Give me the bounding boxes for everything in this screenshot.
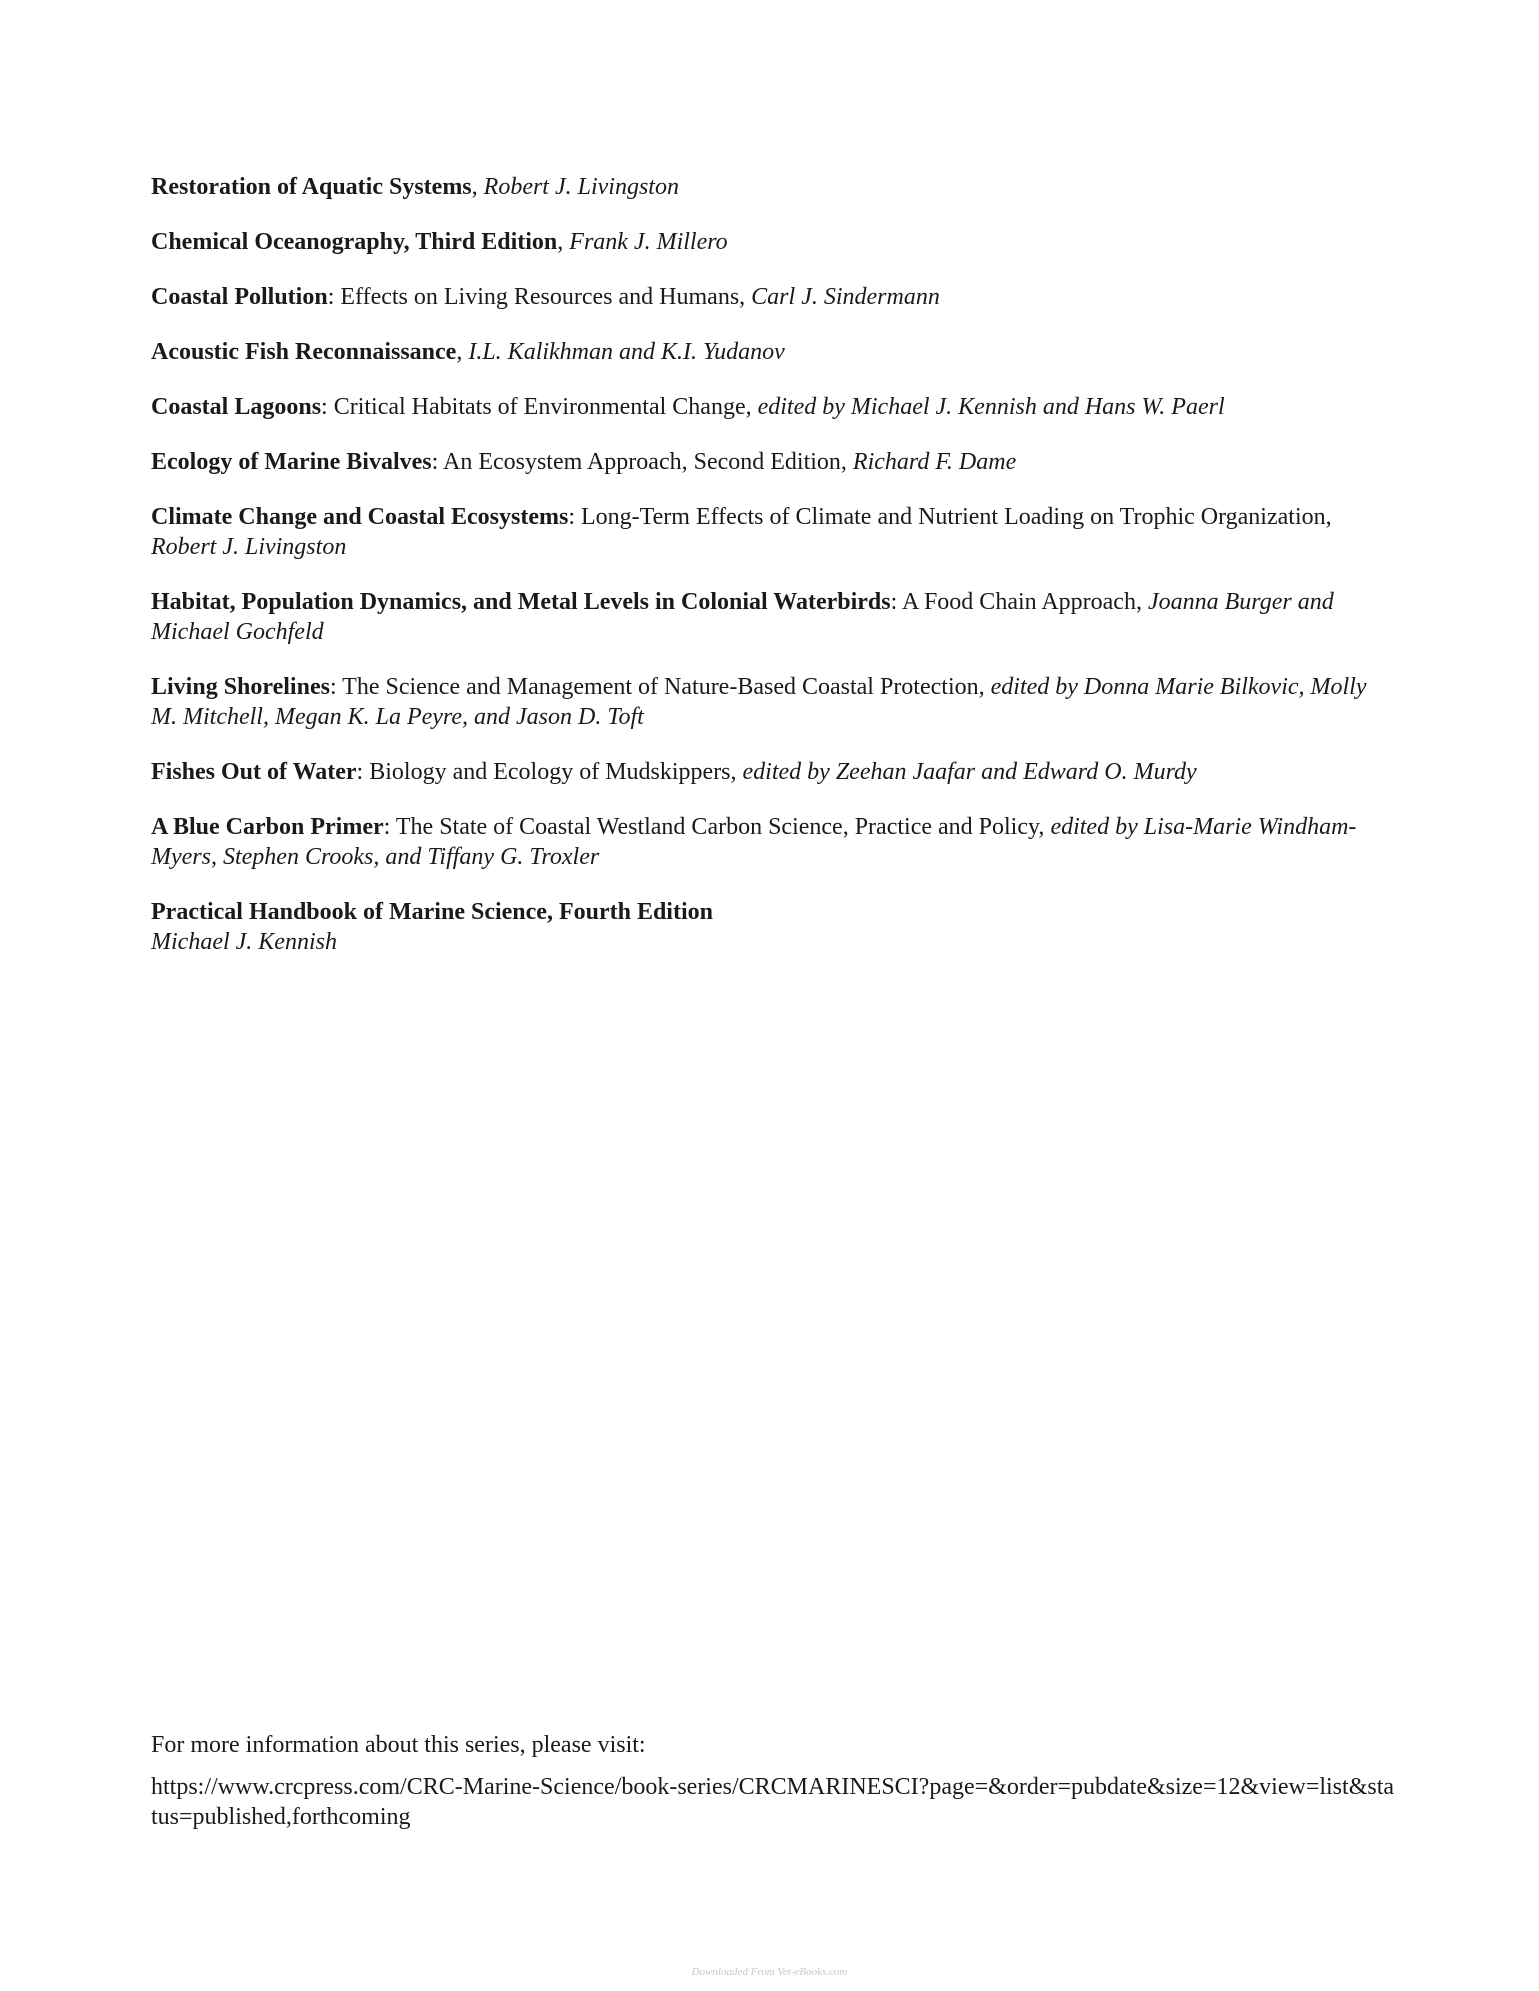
watermark: Downloaded From Vet-eBooks.com <box>691 1966 848 1978</box>
book-entry <box>151 502 1396 562</box>
book-title: Coastal Lagoons <box>151 394 322 420</box>
book-subtitle: The Science and Management of Nature-Based Coastal Protection, <box>342 674 991 700</box>
more-info-text: For more information about this series, please visit: <box>151 1732 646 1758</box>
book-subtitle: Effects on Living Resources and Humans, <box>340 284 752 310</box>
book-author: edited by Michael J. Kennish and Hans W. Paerl <box>757 394 1225 420</box>
book-author: Frank J. Millero <box>569 229 728 255</box>
book-author: Richard F. Dame <box>852 449 1017 475</box>
book-author: edited by Donna Marie Bilkovic, Molly M. Mitchell, Megan K. La Peyre, and Jason D. Toft <box>151 674 1367 730</box>
title-separator: : <box>321 394 334 420</box>
book-entry <box>151 282 1396 312</box>
title-separator: , <box>557 229 570 255</box>
series-info <box>151 1730 1396 1832</box>
book-author: edited by Zeehan Jaafar and Edward O. Murdy <box>742 759 1197 785</box>
book-author: I.L. Kalikhman and K.I. Yudanov <box>468 339 785 365</box>
title-separator: , <box>456 339 469 365</box>
book-entry <box>151 392 1396 422</box>
title-separator: : <box>890 589 902 615</box>
book-author: Michael J. Kennish <box>151 929 337 955</box>
series-url-link[interactable]: https://www.crcpress.com/CRC-Marine-Science/book-series/CRCMARINESCI?page=&order=pubdate&size=12&view=list&status=published,forthcoming <box>151 1774 1395 1830</box>
book-entry <box>151 757 1396 787</box>
book-author: Robert J. Livingston <box>151 534 347 560</box>
book-entry <box>151 812 1396 872</box>
book-title: Practical Handbook of Marine Science, Fourth Edition <box>151 899 713 925</box>
book-title: Acoustic Fish Reconnaissance <box>151 339 457 365</box>
title-separator: : <box>383 814 396 840</box>
book-author: edited by Lisa-Marie Windham-Myers, Stephen Crooks, and Tiffany G. Troxler <box>151 814 1357 870</box>
book-subtitle: A Food Chain Approach, <box>901 589 1148 615</box>
title-separator: : <box>431 449 443 475</box>
book-author: Robert J. Livingston <box>483 174 679 200</box>
book-entry-current <box>151 897 1396 957</box>
book-subtitle: An Ecosystem Approach, Second Edition, <box>442 449 853 475</box>
book-subtitle: Biology and Ecology of Mudskippers, <box>369 759 743 785</box>
book-entry <box>151 672 1396 732</box>
title-separator: : <box>329 674 343 700</box>
book-subtitle: Critical Habitats of Environmental Change, <box>333 394 758 420</box>
book-title: Climate Change and Coastal Ecosystems <box>151 504 569 530</box>
book-title: Chemical Oceanography, Third Edition <box>151 229 558 255</box>
book-entry <box>151 447 1396 477</box>
title-separator: : <box>568 504 581 530</box>
book-title: Ecology of Marine Bivalves <box>151 449 432 475</box>
title-separator: , <box>471 174 484 200</box>
book-title: A Blue Carbon Primer <box>151 814 384 840</box>
book-author: Joanna Burger and Michael Gochfeld <box>151 589 1334 645</box>
book-subtitle: Long-Term Effects of Climate and Nutrient Loading on Trophic Organization, <box>581 504 1332 530</box>
book-entry <box>151 587 1396 647</box>
title-separator: : <box>327 284 341 310</box>
book-title: Living Shorelines <box>151 674 330 700</box>
book-author: Carl J. Sindermann <box>751 284 940 310</box>
title-separator: : <box>356 759 370 785</box>
book-title: Restoration of Aquatic Systems <box>151 174 472 200</box>
book-subtitle: The State of Coastal Westland Carbon Science, Practice and Policy, <box>395 814 1051 840</box>
book-entry <box>151 172 1396 202</box>
book-title: Fishes Out of Water <box>151 759 357 785</box>
book-title: Habitat, Population Dynamics, and Metal Levels in Colonial Waterbirds <box>151 589 891 615</box>
book-series-list <box>151 172 1396 982</box>
book-entry <box>151 337 1396 367</box>
book-entry <box>151 227 1396 257</box>
book-title: Coastal Pollution <box>151 284 328 310</box>
